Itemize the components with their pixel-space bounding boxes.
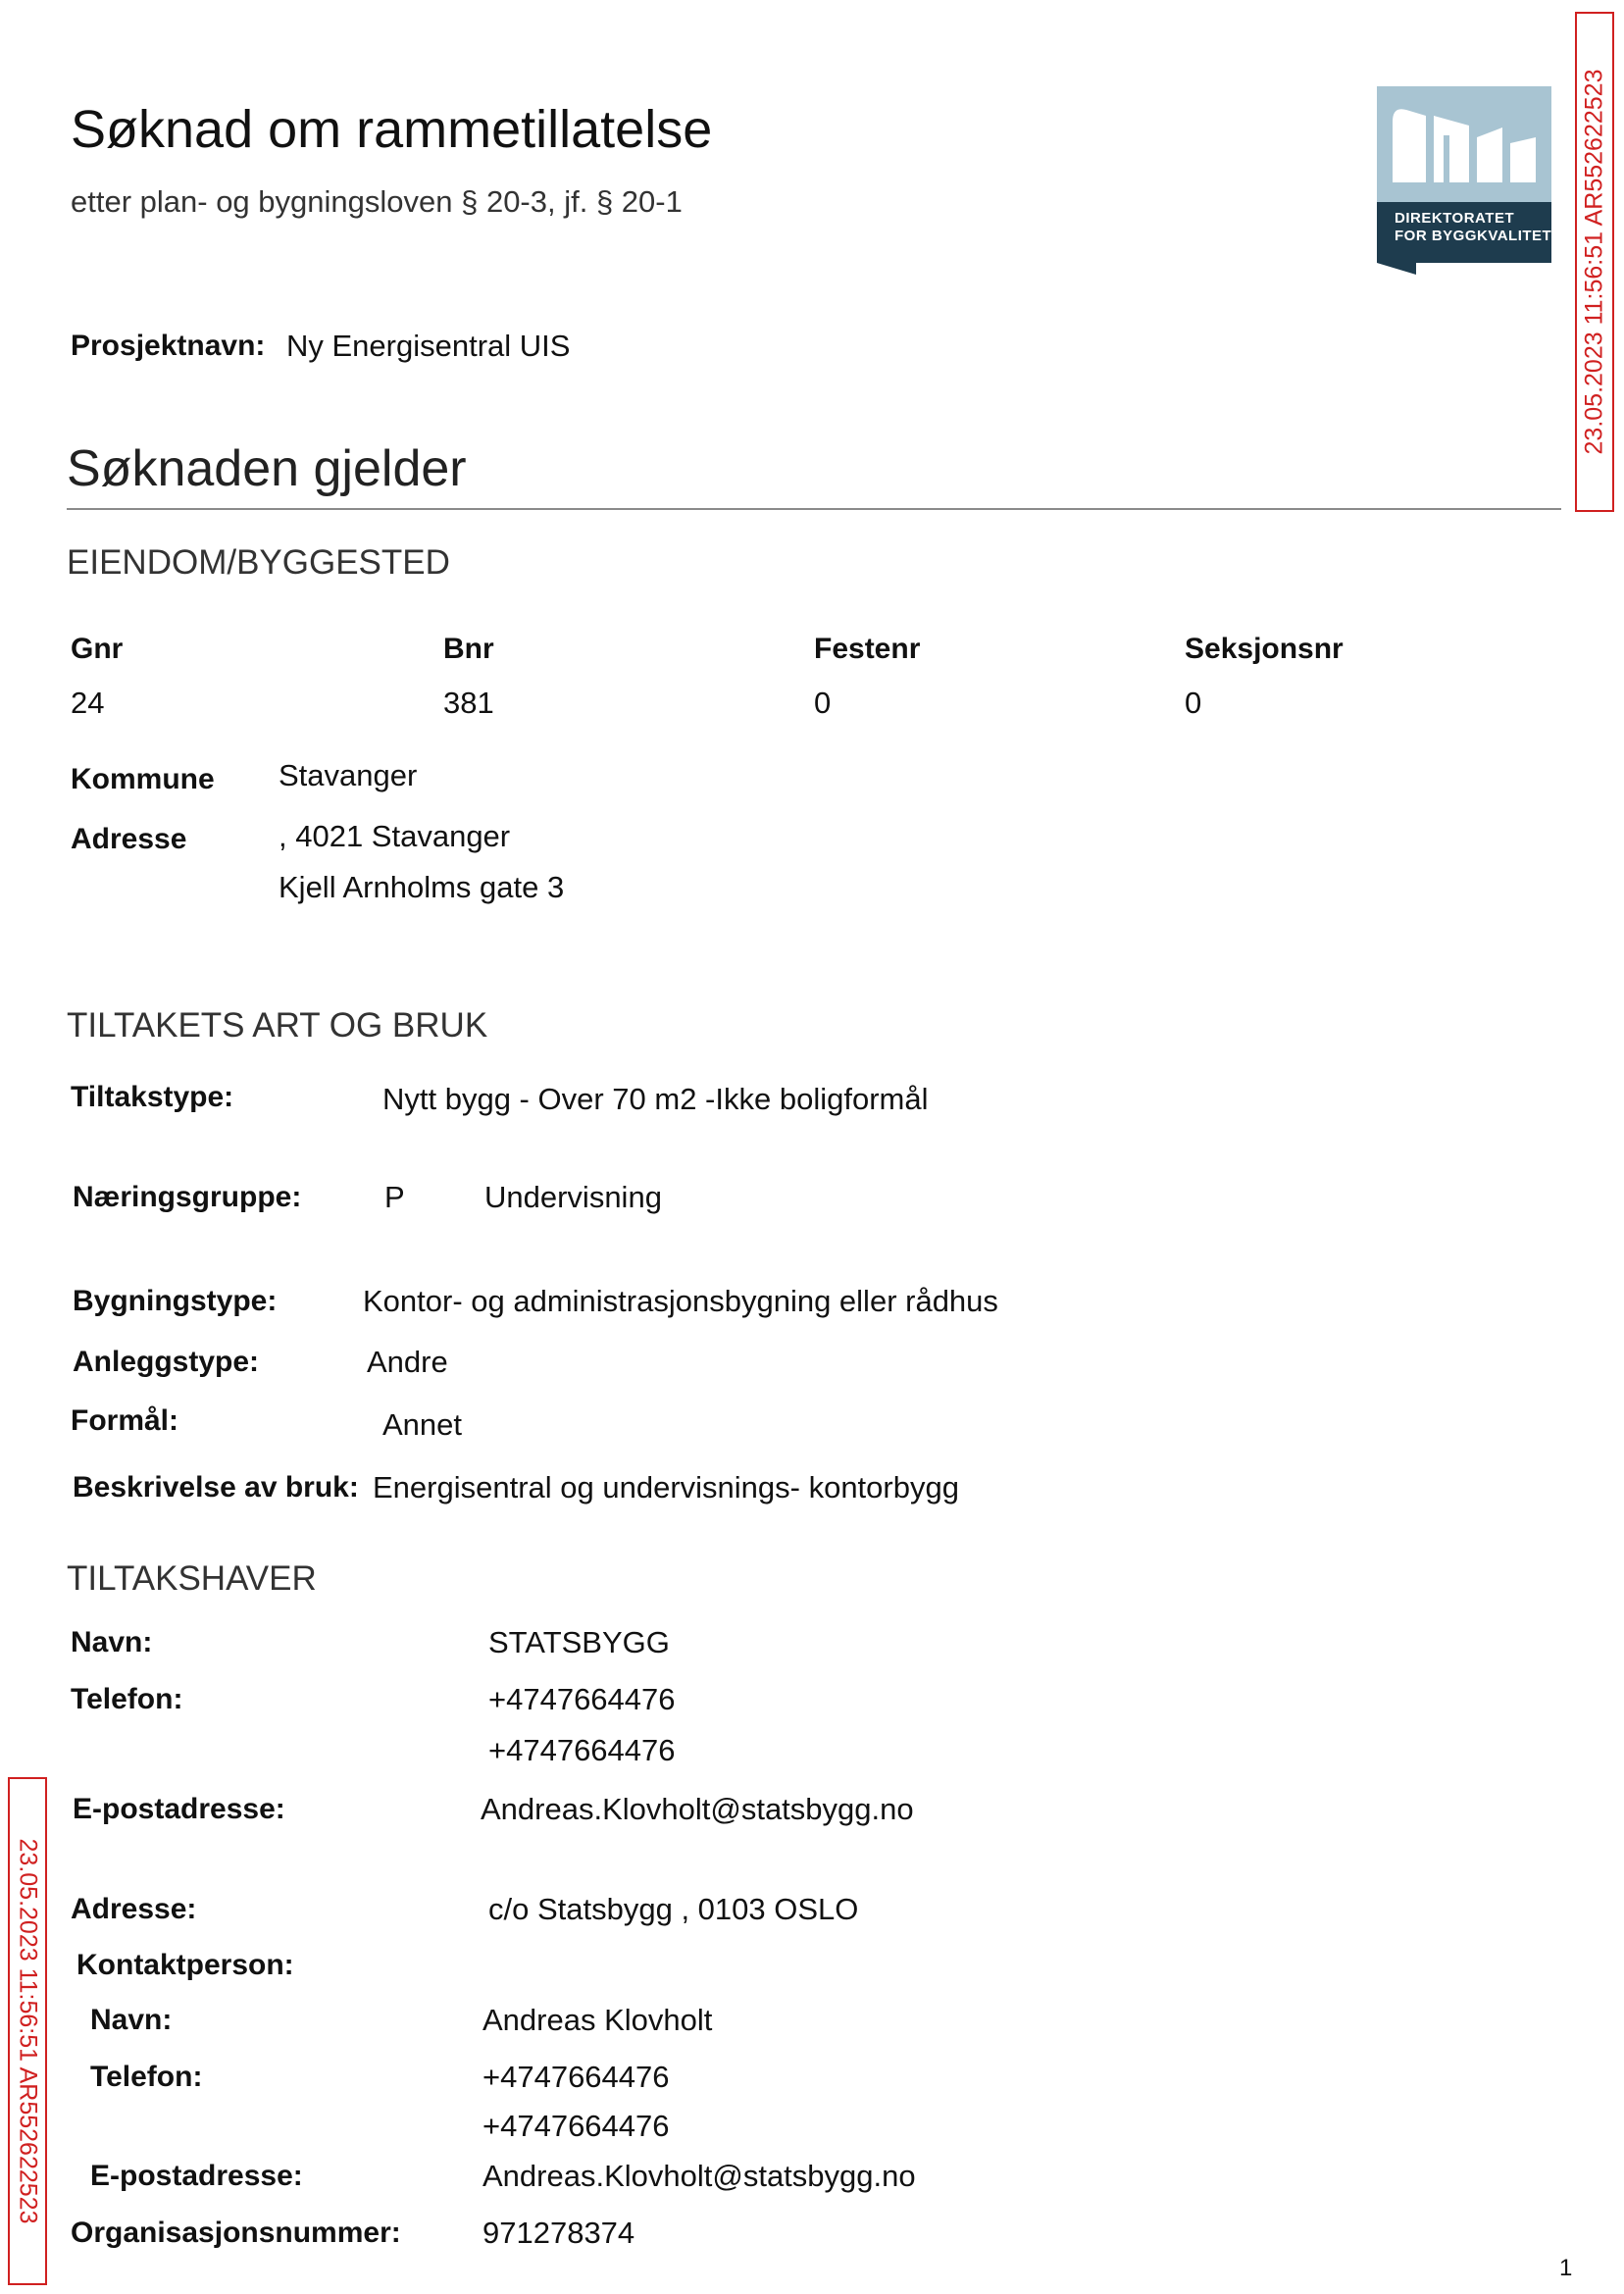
- beskrivelse-label: Beskrivelse av bruk:: [73, 1471, 359, 1504]
- adresse-line1: , 4021 Stavanger: [279, 819, 511, 853]
- property-heading: EIENDOM/BYGGESTED: [67, 543, 450, 582]
- anleggstype-label: Anleggstype:: [73, 1346, 260, 1378]
- timestamp-stamp-left: [8, 1777, 47, 2285]
- owner-telefon2: +4747664476: [488, 1733, 676, 1767]
- bygningstype-value: Kontor- og administrasjonsbygning eller rådhus: [363, 1284, 998, 1318]
- logo-text-line2: FOR BYGGKVALITET: [1395, 228, 1552, 244]
- project-name-label: Prosjektnavn:: [71, 330, 266, 362]
- anleggstype-value: Andre: [367, 1345, 448, 1379]
- owner-adresse-value: c/o Statsbygg , 0103 OSLO: [488, 1892, 859, 1926]
- orgnr-value: 971278374: [482, 2216, 635, 2250]
- adresse-label: Adresse: [71, 823, 187, 855]
- kontakt-epost-label: E-postadresse:: [90, 2160, 303, 2192]
- col-bnr-label: Bnr: [443, 633, 494, 665]
- bygningstype-label: Bygningstype:: [73, 1285, 278, 1317]
- page-number: 1: [1559, 2255, 1573, 2281]
- kontakt-navn-label: Navn:: [90, 2004, 173, 2036]
- owner-adresse-label: Adresse:: [71, 1893, 197, 1925]
- adresse-line2: Kjell Arnholms gate 3: [279, 870, 565, 904]
- kommune-label: Kommune: [71, 763, 215, 795]
- gnr-value: 24: [71, 686, 105, 720]
- kontakt-telefon1: +4747664476: [482, 2060, 670, 2094]
- col-festenr-label: Festenr: [814, 633, 921, 665]
- document-subtitle: etter plan- og bygningsloven § 20-3, jf. § 20-1: [71, 184, 683, 219]
- section-divider: [67, 508, 1561, 510]
- section-title: Søknaden gjelder: [67, 440, 467, 497]
- owner-navn-label: Navn:: [71, 1626, 153, 1658]
- kontaktperson-label: Kontaktperson:: [76, 1949, 294, 1981]
- owner-heading: TILTAKSHAVER: [67, 1559, 317, 1598]
- formal-value: Annet: [382, 1407, 463, 1442]
- kontakt-navn-value: Andreas Klovholt: [482, 2003, 713, 2037]
- owner-telefon1: +4747664476: [488, 1682, 676, 1716]
- seksjonsnr-value: 0: [1185, 686, 1202, 720]
- tiltakstype-label: Tiltakstype:: [71, 1081, 234, 1113]
- owner-telefon-label: Telefon:: [71, 1683, 183, 1715]
- kontakt-epost-value: Andreas.Klovholt@statsbygg.no: [482, 2159, 916, 2193]
- naeringsgruppe-code: P: [384, 1180, 405, 1214]
- owner-navn-value: STATSBYGG: [488, 1625, 670, 1659]
- col-gnr-label: Gnr: [71, 633, 124, 665]
- col-seksjonsnr-label: Seksjonsnr: [1185, 633, 1344, 665]
- kommune-value: Stavanger: [279, 758, 418, 792]
- dibk-logo: [1377, 86, 1551, 275]
- kontakt-telefon-label: Telefon:: [90, 2061, 203, 2093]
- festenr-value: 0: [814, 686, 832, 720]
- tiltakstype-value: Nytt bygg - Over 70 m2 -Ikke boligformål: [382, 1082, 929, 1116]
- stamp-text: 23.05.2023 11:56:51 AR552622523: [14, 1838, 42, 2224]
- stamp-text: 23.05.2023 11:56:51 AR552622523: [1580, 69, 1608, 455]
- formal-label: Formål:: [71, 1404, 179, 1437]
- naeringsgruppe-value: Undervisning: [484, 1180, 662, 1214]
- project-name-value: Ny Energisentral UIS: [286, 329, 571, 363]
- kontakt-telefon2: +4747664476: [482, 2109, 670, 2143]
- orgnr-label: Organisasjonsnummer:: [71, 2217, 401, 2249]
- naeringsgruppe-label: Næringsgruppe:: [73, 1181, 302, 1213]
- owner-epost-value: Andreas.Klovholt@statsbygg.no: [481, 1792, 914, 1826]
- logo-text-line1: DIREKTORATET: [1395, 210, 1515, 227]
- bnr-value: 381: [443, 686, 494, 720]
- measure-heading: TILTAKETS ART OG BRUK: [67, 1006, 488, 1045]
- timestamp-stamp-right: [1575, 12, 1614, 512]
- document-title: Søknad om rammetillatelse: [71, 100, 713, 159]
- beskrivelse-value: Energisentral og undervisnings- kontorbygg: [373, 1470, 959, 1504]
- owner-epost-label: E-postadresse:: [73, 1793, 285, 1825]
